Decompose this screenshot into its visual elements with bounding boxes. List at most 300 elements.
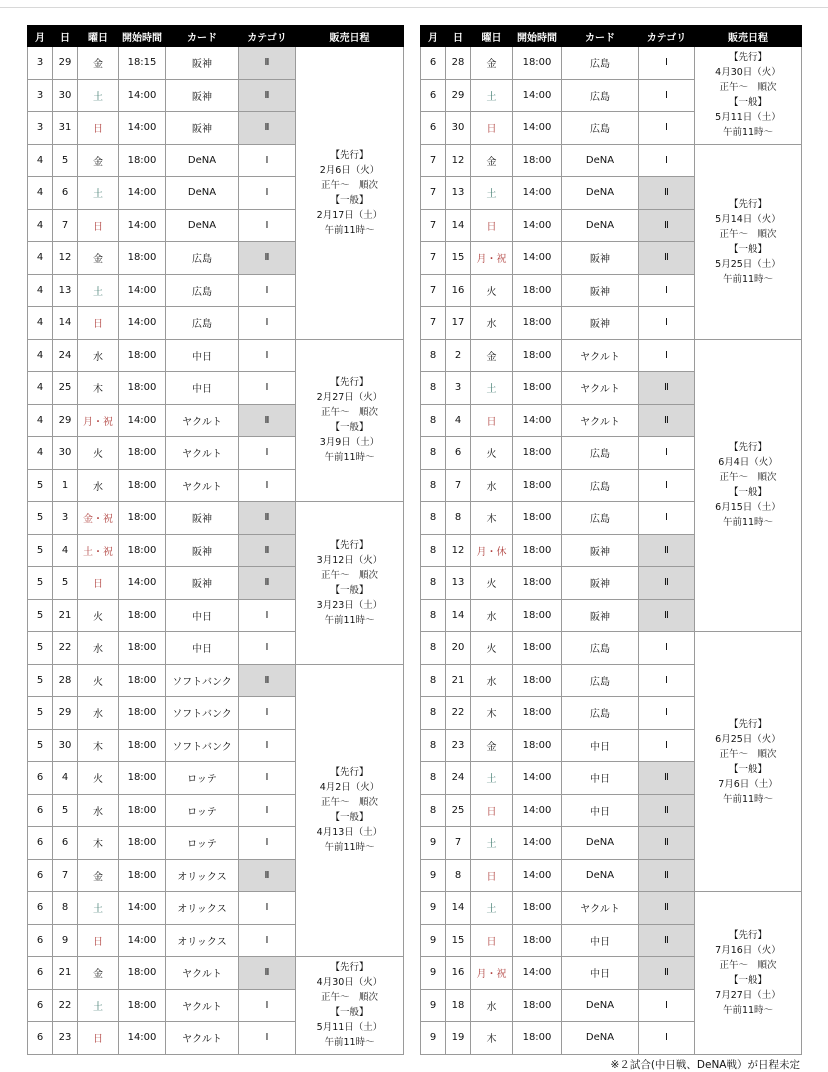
category-cell: Ⅰ bbox=[639, 274, 695, 307]
day-cell: 29 bbox=[53, 697, 78, 730]
month-cell: 6 bbox=[28, 1022, 53, 1055]
day-cell: 18 bbox=[446, 989, 471, 1022]
card-cell: 中日 bbox=[166, 339, 239, 372]
card-cell: DeNA bbox=[562, 209, 639, 242]
start-time-cell: 14:00 bbox=[119, 112, 166, 145]
card-cell: ロッテ bbox=[166, 762, 239, 795]
weekday-cell: 木 bbox=[78, 729, 119, 762]
card-cell: 広島 bbox=[562, 79, 639, 112]
sales-schedule-line: 5月11日（土） bbox=[715, 112, 781, 124]
month-cell: 4 bbox=[28, 307, 53, 340]
card-cell: 広島 bbox=[562, 664, 639, 697]
weekday-cell: 水 bbox=[471, 307, 513, 340]
card-cell: 広島 bbox=[562, 112, 639, 145]
sales-schedule-line: 【先行】 bbox=[728, 718, 767, 730]
start-time-cell: 18:00 bbox=[119, 372, 166, 405]
weekday-cell: 土 bbox=[471, 827, 513, 860]
sales-schedule-line: 【一般】 bbox=[728, 763, 767, 775]
card-cell: DeNA bbox=[562, 859, 639, 892]
sales-schedule-line: 7月6日（土） bbox=[718, 778, 778, 790]
day-cell: 21 bbox=[53, 957, 78, 990]
card-cell: 広島 bbox=[562, 697, 639, 730]
category-cell: Ⅰ bbox=[239, 1022, 296, 1055]
sales-schedule-line: 6月25日（火） bbox=[715, 733, 781, 745]
sales-schedule-line: 【先行】 bbox=[728, 442, 767, 454]
month-cell: 8 bbox=[421, 437, 446, 470]
weekday-cell: 金 bbox=[78, 957, 119, 990]
sales-schedule-line: 【先行】 bbox=[330, 377, 369, 389]
sales-schedule-line: 午前11時～ bbox=[324, 224, 375, 236]
day-cell: 7 bbox=[53, 209, 78, 242]
start-time-cell: 18:00 bbox=[513, 729, 562, 762]
card-cell: 中日 bbox=[562, 729, 639, 762]
start-time-cell: 18:00 bbox=[513, 892, 562, 925]
day-cell: 21 bbox=[53, 599, 78, 632]
card-cell: ヤクルト bbox=[166, 469, 239, 502]
category-cell: Ⅰ bbox=[239, 989, 296, 1022]
month-cell: 8 bbox=[421, 664, 446, 697]
category-cell: Ⅱ bbox=[239, 534, 296, 567]
weekday-cell: 日 bbox=[78, 112, 119, 145]
day-cell: 28 bbox=[446, 47, 471, 80]
start-time-cell: 18:00 bbox=[119, 144, 166, 177]
month-cell: 5 bbox=[28, 664, 53, 697]
month-cell: 9 bbox=[421, 1022, 446, 1055]
day-cell: 13 bbox=[53, 274, 78, 307]
sales-schedule-line: 正午～ 順次 bbox=[320, 569, 378, 581]
card-cell: ロッテ bbox=[166, 794, 239, 827]
month-cell: 4 bbox=[28, 437, 53, 470]
category-cell: Ⅰ bbox=[239, 827, 296, 860]
day-cell: 31 bbox=[53, 112, 78, 145]
weekday-cell: 水 bbox=[78, 339, 119, 372]
month-cell: 4 bbox=[28, 144, 53, 177]
sales-schedule-cell bbox=[695, 47, 802, 145]
month-cell: 6 bbox=[28, 794, 53, 827]
start-time-cell: 18:00 bbox=[513, 567, 562, 600]
sales-schedule-line: 【先行】 bbox=[330, 539, 369, 551]
month-cell: 6 bbox=[28, 924, 53, 957]
start-time-cell: 18:00 bbox=[513, 274, 562, 307]
sales-schedule-line: 7月27日（土） bbox=[715, 989, 781, 1001]
card-cell: 広島 bbox=[166, 307, 239, 340]
start-time-cell: 18:00 bbox=[513, 599, 562, 632]
category-cell: Ⅱ bbox=[639, 827, 695, 860]
weekday-cell: 日 bbox=[471, 859, 513, 892]
start-time-cell: 14:00 bbox=[119, 274, 166, 307]
sales-schedule-line: 3月9日（土） bbox=[319, 437, 380, 449]
sales-schedule-line: 【先行】 bbox=[330, 767, 369, 779]
month-cell: 5 bbox=[28, 599, 53, 632]
day-cell: 13 bbox=[446, 177, 471, 210]
card-cell: 阪神 bbox=[166, 567, 239, 600]
category-cell: Ⅰ bbox=[239, 372, 296, 405]
start-time-cell: 14:00 bbox=[513, 209, 562, 242]
weekday-cell: 金 bbox=[78, 144, 119, 177]
card-cell: 広島 bbox=[166, 242, 239, 275]
day-cell: 4 bbox=[53, 762, 78, 795]
sales-schedule-line: 4月30日（火） bbox=[316, 977, 383, 989]
card-cell: DeNA bbox=[562, 827, 639, 860]
sales-schedule-line: 【一般】 bbox=[728, 974, 767, 986]
start-time-cell: 18:00 bbox=[513, 144, 562, 177]
weekday-cell: 日 bbox=[471, 924, 513, 957]
category-cell: Ⅱ bbox=[639, 957, 695, 990]
card-cell: 広島 bbox=[562, 437, 639, 470]
category-cell: Ⅱ bbox=[639, 209, 695, 242]
sales-schedule-line: 【一般】 bbox=[330, 422, 369, 434]
weekday-cell: 土 bbox=[471, 892, 513, 925]
start-time-cell: 14:00 bbox=[513, 112, 562, 145]
category-cell: Ⅱ bbox=[239, 47, 296, 80]
card-cell: 広島 bbox=[562, 47, 639, 80]
start-time-cell: 18:00 bbox=[119, 859, 166, 892]
category-cell: Ⅰ bbox=[639, 664, 695, 697]
start-time-cell: 14:00 bbox=[513, 957, 562, 990]
sales-schedule-cell bbox=[296, 47, 404, 340]
sales-schedule-line: 7月16日（火） bbox=[715, 944, 781, 956]
weekday-cell: 水 bbox=[78, 697, 119, 730]
start-time-cell: 18:15 bbox=[119, 47, 166, 80]
card-cell: ソフトバンク bbox=[166, 729, 239, 762]
day-cell: 4 bbox=[446, 404, 471, 437]
start-time-cell: 14:00 bbox=[513, 827, 562, 860]
card-cell: ヤクルト bbox=[166, 989, 239, 1022]
category-cell: Ⅰ bbox=[639, 469, 695, 502]
start-time-cell: 18:00 bbox=[513, 989, 562, 1022]
start-time-cell: 18:00 bbox=[119, 469, 166, 502]
card-cell: DeNA bbox=[166, 209, 239, 242]
category-cell: Ⅰ bbox=[639, 989, 695, 1022]
start-time-cell: 18:00 bbox=[119, 437, 166, 470]
month-cell: 4 bbox=[28, 372, 53, 405]
start-time-cell: 14:00 bbox=[513, 794, 562, 827]
card-cell: ヤクルト bbox=[166, 1022, 239, 1055]
card-cell: DeNA bbox=[562, 1022, 639, 1055]
category-cell: Ⅱ bbox=[239, 79, 296, 112]
sales-schedule-line: 5月14日（火） bbox=[715, 213, 781, 225]
month-cell: 6 bbox=[28, 892, 53, 925]
sales-schedule-cell bbox=[296, 957, 404, 1055]
category-cell: Ⅰ bbox=[639, 112, 695, 145]
weekday-cell: 土 bbox=[471, 372, 513, 405]
header-weekday: 曜日 bbox=[471, 26, 513, 47]
card-cell: 中日 bbox=[562, 924, 639, 957]
day-cell: 19 bbox=[446, 1022, 471, 1055]
category-cell: Ⅱ bbox=[639, 599, 695, 632]
month-cell: 8 bbox=[421, 729, 446, 762]
month-cell: 6 bbox=[28, 859, 53, 892]
sales-schedule-cell bbox=[296, 502, 404, 665]
table-row bbox=[421, 632, 802, 665]
weekday-cell: 金 bbox=[471, 339, 513, 372]
day-cell: 6 bbox=[446, 437, 471, 470]
start-time-cell: 18:00 bbox=[513, 502, 562, 535]
weekday-cell: 土 bbox=[78, 177, 119, 210]
month-cell: 8 bbox=[421, 502, 446, 535]
card-cell: 広島 bbox=[562, 502, 639, 535]
start-time-cell: 18:00 bbox=[513, 372, 562, 405]
sales-schedule-line: 正午～ 順次 bbox=[320, 797, 378, 809]
sales-schedule-line: 【先行】 bbox=[330, 149, 369, 161]
sales-schedule-cell bbox=[695, 144, 802, 339]
day-cell: 16 bbox=[446, 274, 471, 307]
month-cell: 9 bbox=[421, 859, 446, 892]
weekday-cell: 土 bbox=[78, 79, 119, 112]
card-cell: 阪神 bbox=[562, 242, 639, 275]
category-cell: Ⅰ bbox=[639, 307, 695, 340]
sales-schedule-line: 【一般】 bbox=[330, 812, 369, 824]
day-cell: 25 bbox=[53, 372, 78, 405]
weekday-cell: 金 bbox=[78, 47, 119, 80]
card-cell: 阪神 bbox=[562, 274, 639, 307]
day-cell: 23 bbox=[53, 1022, 78, 1055]
start-time-cell: 18:00 bbox=[119, 762, 166, 795]
weekday-cell: 土 bbox=[471, 79, 513, 112]
month-cell: 3 bbox=[28, 112, 53, 145]
category-cell: Ⅱ bbox=[639, 892, 695, 925]
day-cell: 13 bbox=[446, 567, 471, 600]
day-cell: 24 bbox=[53, 339, 78, 372]
category-cell: Ⅰ bbox=[639, 47, 695, 80]
month-cell: 4 bbox=[28, 274, 53, 307]
category-cell: Ⅱ bbox=[239, 859, 296, 892]
month-cell: 5 bbox=[28, 697, 53, 730]
weekday-cell: 土 bbox=[78, 989, 119, 1022]
start-time-cell: 14:00 bbox=[513, 762, 562, 795]
day-cell: 7 bbox=[446, 469, 471, 502]
sales-schedule-line: 2月17日（土） bbox=[316, 209, 383, 221]
month-cell: 7 bbox=[421, 307, 446, 340]
category-cell: Ⅰ bbox=[239, 274, 296, 307]
start-time-cell: 18:00 bbox=[119, 957, 166, 990]
weekday-cell: 日 bbox=[78, 567, 119, 600]
header-row bbox=[28, 26, 404, 47]
header-month: 月 bbox=[421, 26, 446, 47]
month-cell: 8 bbox=[421, 404, 446, 437]
sales-schedule-line: 正午～ 順次 bbox=[719, 472, 777, 484]
sales-schedule-line: 【先行】 bbox=[728, 929, 767, 941]
day-cell: 29 bbox=[53, 47, 78, 80]
card-cell: オリックス bbox=[166, 892, 239, 925]
category-cell: Ⅱ bbox=[639, 242, 695, 275]
weekday-cell: 木 bbox=[78, 372, 119, 405]
day-cell: 15 bbox=[446, 242, 471, 275]
month-cell: 8 bbox=[421, 697, 446, 730]
start-time-cell: 18:00 bbox=[119, 632, 166, 665]
sales-schedule-line: 2月27日（火） bbox=[316, 392, 383, 404]
month-cell: 4 bbox=[28, 339, 53, 372]
header-sales-schedule: 販売日程 bbox=[695, 26, 802, 47]
category-cell: Ⅱ bbox=[639, 372, 695, 405]
sales-schedule-line: 正午～ 順次 bbox=[719, 748, 777, 760]
category-cell: Ⅰ bbox=[239, 339, 296, 372]
start-time-cell: 18:00 bbox=[513, 339, 562, 372]
month-cell: 4 bbox=[28, 209, 53, 242]
month-cell: 5 bbox=[28, 567, 53, 600]
card-cell: 中日 bbox=[166, 599, 239, 632]
month-cell: 9 bbox=[421, 827, 446, 860]
sales-schedule-line: 【先行】 bbox=[330, 962, 369, 974]
weekday-cell: 木 bbox=[471, 1022, 513, 1055]
month-cell: 8 bbox=[421, 469, 446, 502]
header-start-time: 開始時間 bbox=[513, 26, 562, 47]
sales-schedule-line: 午前11時～ bbox=[722, 517, 774, 529]
card-cell: ヤクルト bbox=[166, 404, 239, 437]
day-cell: 24 bbox=[446, 762, 471, 795]
day-cell: 9 bbox=[53, 924, 78, 957]
header-day: 日 bbox=[53, 26, 78, 47]
card-cell: ソフトバンク bbox=[166, 664, 239, 697]
day-cell: 7 bbox=[446, 827, 471, 860]
card-cell: 阪神 bbox=[562, 599, 639, 632]
month-cell: 8 bbox=[421, 599, 446, 632]
top-divider bbox=[0, 7, 828, 8]
start-time-cell: 14:00 bbox=[119, 567, 166, 600]
card-cell: オリックス bbox=[166, 924, 239, 957]
sales-schedule-cell bbox=[296, 339, 404, 502]
sales-schedule-line: 正午～ 順次 bbox=[719, 228, 777, 240]
header-row bbox=[421, 26, 802, 47]
start-time-cell: 18:00 bbox=[513, 697, 562, 730]
category-cell: Ⅱ bbox=[239, 957, 296, 990]
month-cell: 7 bbox=[421, 274, 446, 307]
weekday-cell: 日 bbox=[78, 209, 119, 242]
weekday-cell: 火 bbox=[471, 632, 513, 665]
month-cell: 8 bbox=[421, 762, 446, 795]
weekday-cell: 水 bbox=[78, 632, 119, 665]
category-cell: Ⅱ bbox=[239, 112, 296, 145]
weekday-cell: 火 bbox=[471, 567, 513, 600]
card-cell: 阪神 bbox=[562, 307, 639, 340]
card-cell: 広島 bbox=[562, 632, 639, 665]
weekday-cell: 火 bbox=[78, 599, 119, 632]
schedule-table-right bbox=[420, 25, 802, 1055]
day-cell: 25 bbox=[446, 794, 471, 827]
header-start-time: 開始時間 bbox=[119, 26, 166, 47]
day-cell: 22 bbox=[53, 989, 78, 1022]
header-card: カード bbox=[562, 26, 639, 47]
sales-schedule-line: 【一般】 bbox=[728, 243, 767, 255]
sales-schedule-line: 4月30日（火） bbox=[715, 67, 781, 79]
sales-schedule-line: 4月2日（火） bbox=[319, 782, 380, 794]
schedule-body-right bbox=[421, 47, 802, 1055]
sales-schedule-line: 4月13日（土） bbox=[316, 827, 383, 839]
category-cell: Ⅰ bbox=[639, 144, 695, 177]
sales-schedule-line: 【一般】 bbox=[728, 97, 767, 109]
day-cell: 5 bbox=[53, 567, 78, 600]
start-time-cell: 18:00 bbox=[513, 307, 562, 340]
day-cell: 29 bbox=[446, 79, 471, 112]
category-cell: Ⅱ bbox=[639, 859, 695, 892]
card-cell: ヤクルト bbox=[562, 892, 639, 925]
month-cell: 8 bbox=[421, 794, 446, 827]
start-time-cell: 14:00 bbox=[119, 1022, 166, 1055]
category-cell: Ⅰ bbox=[639, 502, 695, 535]
card-cell: 阪神 bbox=[166, 534, 239, 567]
weekday-cell: 土・祝 bbox=[78, 534, 119, 567]
weekday-cell: 金 bbox=[78, 242, 119, 275]
start-time-cell: 18:00 bbox=[119, 729, 166, 762]
start-time-cell: 14:00 bbox=[513, 404, 562, 437]
header-category: カテゴリ bbox=[639, 26, 695, 47]
start-time-cell: 18:00 bbox=[119, 534, 166, 567]
sales-schedule-cell bbox=[695, 339, 802, 632]
day-cell: 20 bbox=[446, 632, 471, 665]
card-cell: 広島 bbox=[166, 274, 239, 307]
day-cell: 12 bbox=[53, 242, 78, 275]
card-cell: 阪神 bbox=[166, 502, 239, 535]
start-time-cell: 14:00 bbox=[513, 859, 562, 892]
weekday-cell: 月・祝 bbox=[471, 957, 513, 990]
category-cell: Ⅱ bbox=[639, 534, 695, 567]
sales-schedule-line: 3月23日（土） bbox=[316, 599, 383, 611]
month-cell: 6 bbox=[28, 762, 53, 795]
sales-schedule-line: 2月6日（火） bbox=[319, 164, 380, 176]
weekday-cell: 日 bbox=[78, 924, 119, 957]
card-cell: ヤクルト bbox=[166, 957, 239, 990]
start-time-cell: 14:00 bbox=[513, 177, 562, 210]
sales-schedule-line: 午前11時～ bbox=[722, 1004, 774, 1016]
day-cell: 30 bbox=[53, 79, 78, 112]
month-cell: 8 bbox=[421, 534, 446, 567]
weekday-cell: 木 bbox=[78, 827, 119, 860]
footnote: ※２試合(中日戦、DeNA戦）が日程未定 bbox=[610, 1059, 800, 1071]
start-time-cell: 14:00 bbox=[119, 307, 166, 340]
start-time-cell: 18:00 bbox=[119, 989, 166, 1022]
day-cell: 17 bbox=[446, 307, 471, 340]
month-cell: 9 bbox=[421, 924, 446, 957]
month-cell: 7 bbox=[421, 209, 446, 242]
month-cell: 8 bbox=[421, 632, 446, 665]
category-cell: Ⅱ bbox=[239, 502, 296, 535]
category-cell: Ⅱ bbox=[639, 794, 695, 827]
month-cell: 4 bbox=[28, 404, 53, 437]
month-cell: 5 bbox=[28, 729, 53, 762]
card-cell: 阪神 bbox=[166, 112, 239, 145]
month-cell: 5 bbox=[28, 469, 53, 502]
category-cell: Ⅱ bbox=[239, 404, 296, 437]
day-cell: 21 bbox=[446, 664, 471, 697]
schedule-table-left bbox=[27, 25, 404, 1055]
start-time-cell: 18:00 bbox=[119, 242, 166, 275]
month-cell: 6 bbox=[28, 957, 53, 990]
day-cell: 22 bbox=[446, 697, 471, 730]
month-cell: 6 bbox=[421, 47, 446, 80]
category-cell: Ⅰ bbox=[639, 79, 695, 112]
weekday-cell: 日 bbox=[471, 794, 513, 827]
table-row bbox=[28, 957, 404, 990]
category-cell: Ⅰ bbox=[239, 469, 296, 502]
day-cell: 5 bbox=[53, 144, 78, 177]
weekday-cell: 水 bbox=[471, 599, 513, 632]
weekday-cell: 金 bbox=[471, 47, 513, 80]
day-cell: 3 bbox=[446, 372, 471, 405]
sales-schedule-line: 午前11時～ bbox=[722, 273, 774, 285]
start-time-cell: 18:00 bbox=[513, 1022, 562, 1055]
start-time-cell: 18:00 bbox=[119, 697, 166, 730]
weekday-cell: 月・休 bbox=[471, 534, 513, 567]
card-cell: 中日 bbox=[166, 632, 239, 665]
month-cell: 9 bbox=[421, 957, 446, 990]
card-cell: 中日 bbox=[562, 957, 639, 990]
card-cell: ヤクルト bbox=[562, 339, 639, 372]
category-cell: Ⅰ bbox=[239, 599, 296, 632]
card-cell: ヤクルト bbox=[562, 404, 639, 437]
weekday-cell: 火 bbox=[78, 437, 119, 470]
day-cell: 30 bbox=[53, 729, 78, 762]
category-cell: Ⅱ bbox=[239, 567, 296, 600]
